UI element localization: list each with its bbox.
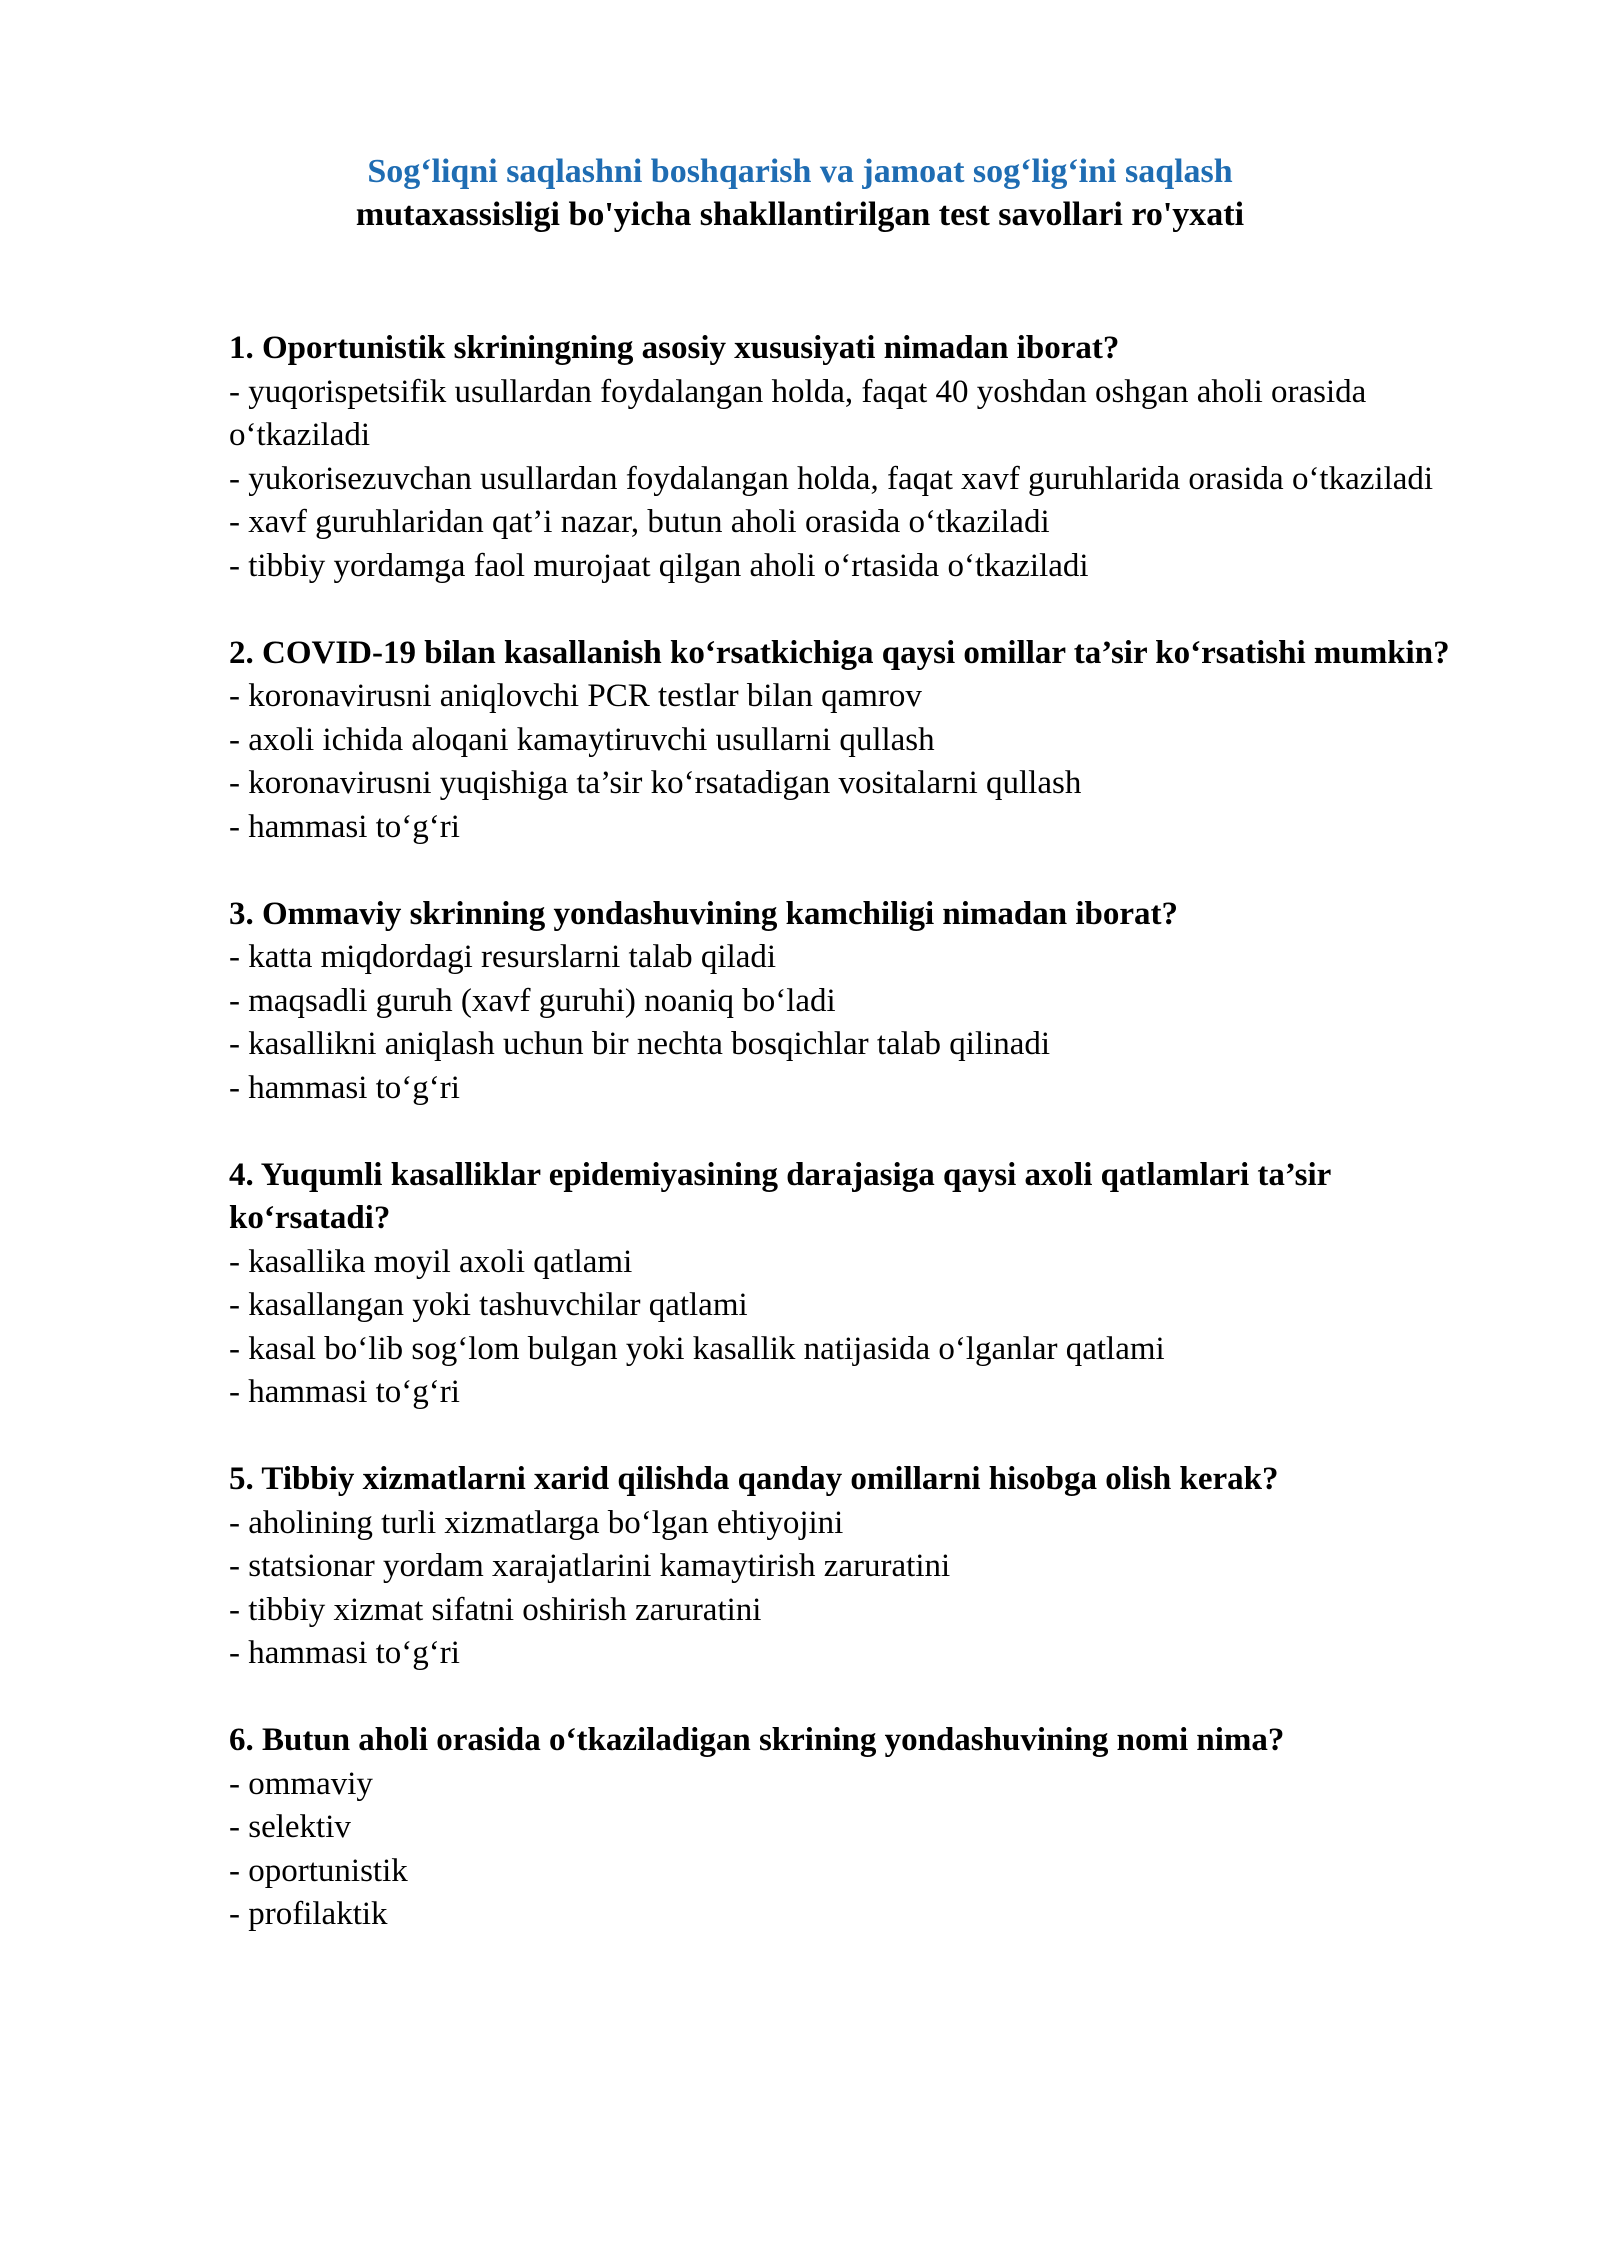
question-list — [229, 327, 1479, 1980]
question-title: 5. Tibbiy xizmatlarni xarid qilishda qanday omillarni hisobga olish kerak? — [229, 1461, 1279, 1497]
answer-option: - kasal bo‘lib sog‘lom bulgan yoki kasallik natijasida o‘lganlar qatlami — [229, 1330, 1165, 1367]
question-6 — [229, 1719, 1479, 1937]
question-3 — [229, 893, 1479, 1111]
answer-option: - tibbiy xizmat sifatni oshirish zaruratini — [229, 1591, 762, 1628]
question-2 — [229, 632, 1479, 850]
question-title: 1. Oportunistik skriningning asosiy xususiyati nimadan iborat? — [229, 330, 1120, 366]
answer-option: - katta miqdordagi resurslarni talab qiladi — [229, 939, 777, 975]
answer-option: - selektiv — [229, 1809, 351, 1845]
answer-option: - axoli ichida aloqani kamaytiruvchi usullarni qullash — [229, 721, 935, 758]
answer-option: - yuqorispetsifik usullardan foydalangan holda, faqat 40 yoshdan oshgan aholi orasida o‘tkaziladi — [229, 373, 1367, 453]
answer-option: - kasallika moyil axoli qatlami — [229, 1243, 633, 1280]
answer-option: - aholining turli xizmatlarga bo‘lgan ehtiyojini — [229, 1504, 844, 1541]
question-title: 4. Yuqumli kasalliklar epidemiyasining darajasiga qaysi axoli qatlamlari ta’sir ko‘rsatadi? — [229, 1156, 1331, 1236]
answer-option: - statsionar yordam xarajatlarini kamaytirish zaruratini — [229, 1548, 951, 1584]
answer-option: - hammasi to‘g‘ri — [229, 808, 460, 845]
document-header — [0, 150, 1600, 236]
answer-option: - hammasi to‘g‘ri — [229, 1374, 460, 1410]
answer-option: - oportunistik — [229, 1852, 408, 1889]
answer-option: - koronavirusni yuqishiga ta’sir ko‘rsatadigan vositalarni qullash — [229, 765, 1082, 801]
answer-option: - hammasi to‘g‘ri — [229, 1069, 460, 1106]
answer-option: - kasallikni aniqlash uchun bir nechta bosqichlar talab qilinadi — [229, 1026, 1051, 1062]
answer-option: - profilaktik — [229, 1896, 388, 1932]
question-5 — [229, 1458, 1479, 1676]
question-1 — [229, 327, 1479, 588]
answer-option: - kasallangan yoki tashuvchilar qatlami — [229, 1287, 748, 1323]
answer-option: - koronavirusni aniqlovchi PCR testlar bilan qamrov — [229, 678, 922, 714]
answer-option: - maqsadli guruh (xavf guruhi) noaniq bo‘ladi — [229, 982, 836, 1019]
question-title: 2. COVID-19 bilan kasallanish ko‘rsatkichiga qaysi omillar ta’sir ko‘rsatishi mumkin? — [229, 634, 1450, 671]
answer-option: - ommaviy — [229, 1765, 373, 1802]
answer-option: - xavf guruhlaridan qat’i nazar, butun aholi orasida o‘tkaziladi — [229, 504, 1050, 540]
question-title: 6. Butun aholi orasida o‘tkaziladigan skrining yondashuvining nomi nima? — [229, 1722, 1285, 1758]
question-title: 3. Ommaviy skrinning yondashuvining kamchiligi nimadan iborat? — [229, 895, 1178, 932]
question-4 — [229, 1154, 1479, 1415]
answer-option: - tibbiy yordamga faol murojaat qilgan aholi o‘rtasida o‘tkaziladi — [229, 547, 1089, 584]
document-title: Sog‘liqni saqlashni boshqarish va jamoat sog‘lig‘ini saqlash — [367, 153, 1233, 190]
answer-option: - yukorisezuvchan usullardan foydalangan holda, faqat xavf guruhlarida orasida o‘tkaziladi — [229, 460, 1434, 497]
document-subtitle: mutaxassisligi bo'yicha shakllantirilgan test savollari ro'yxati — [355, 196, 1245, 233]
answer-option: - hammasi to‘g‘ri — [229, 1635, 460, 1671]
